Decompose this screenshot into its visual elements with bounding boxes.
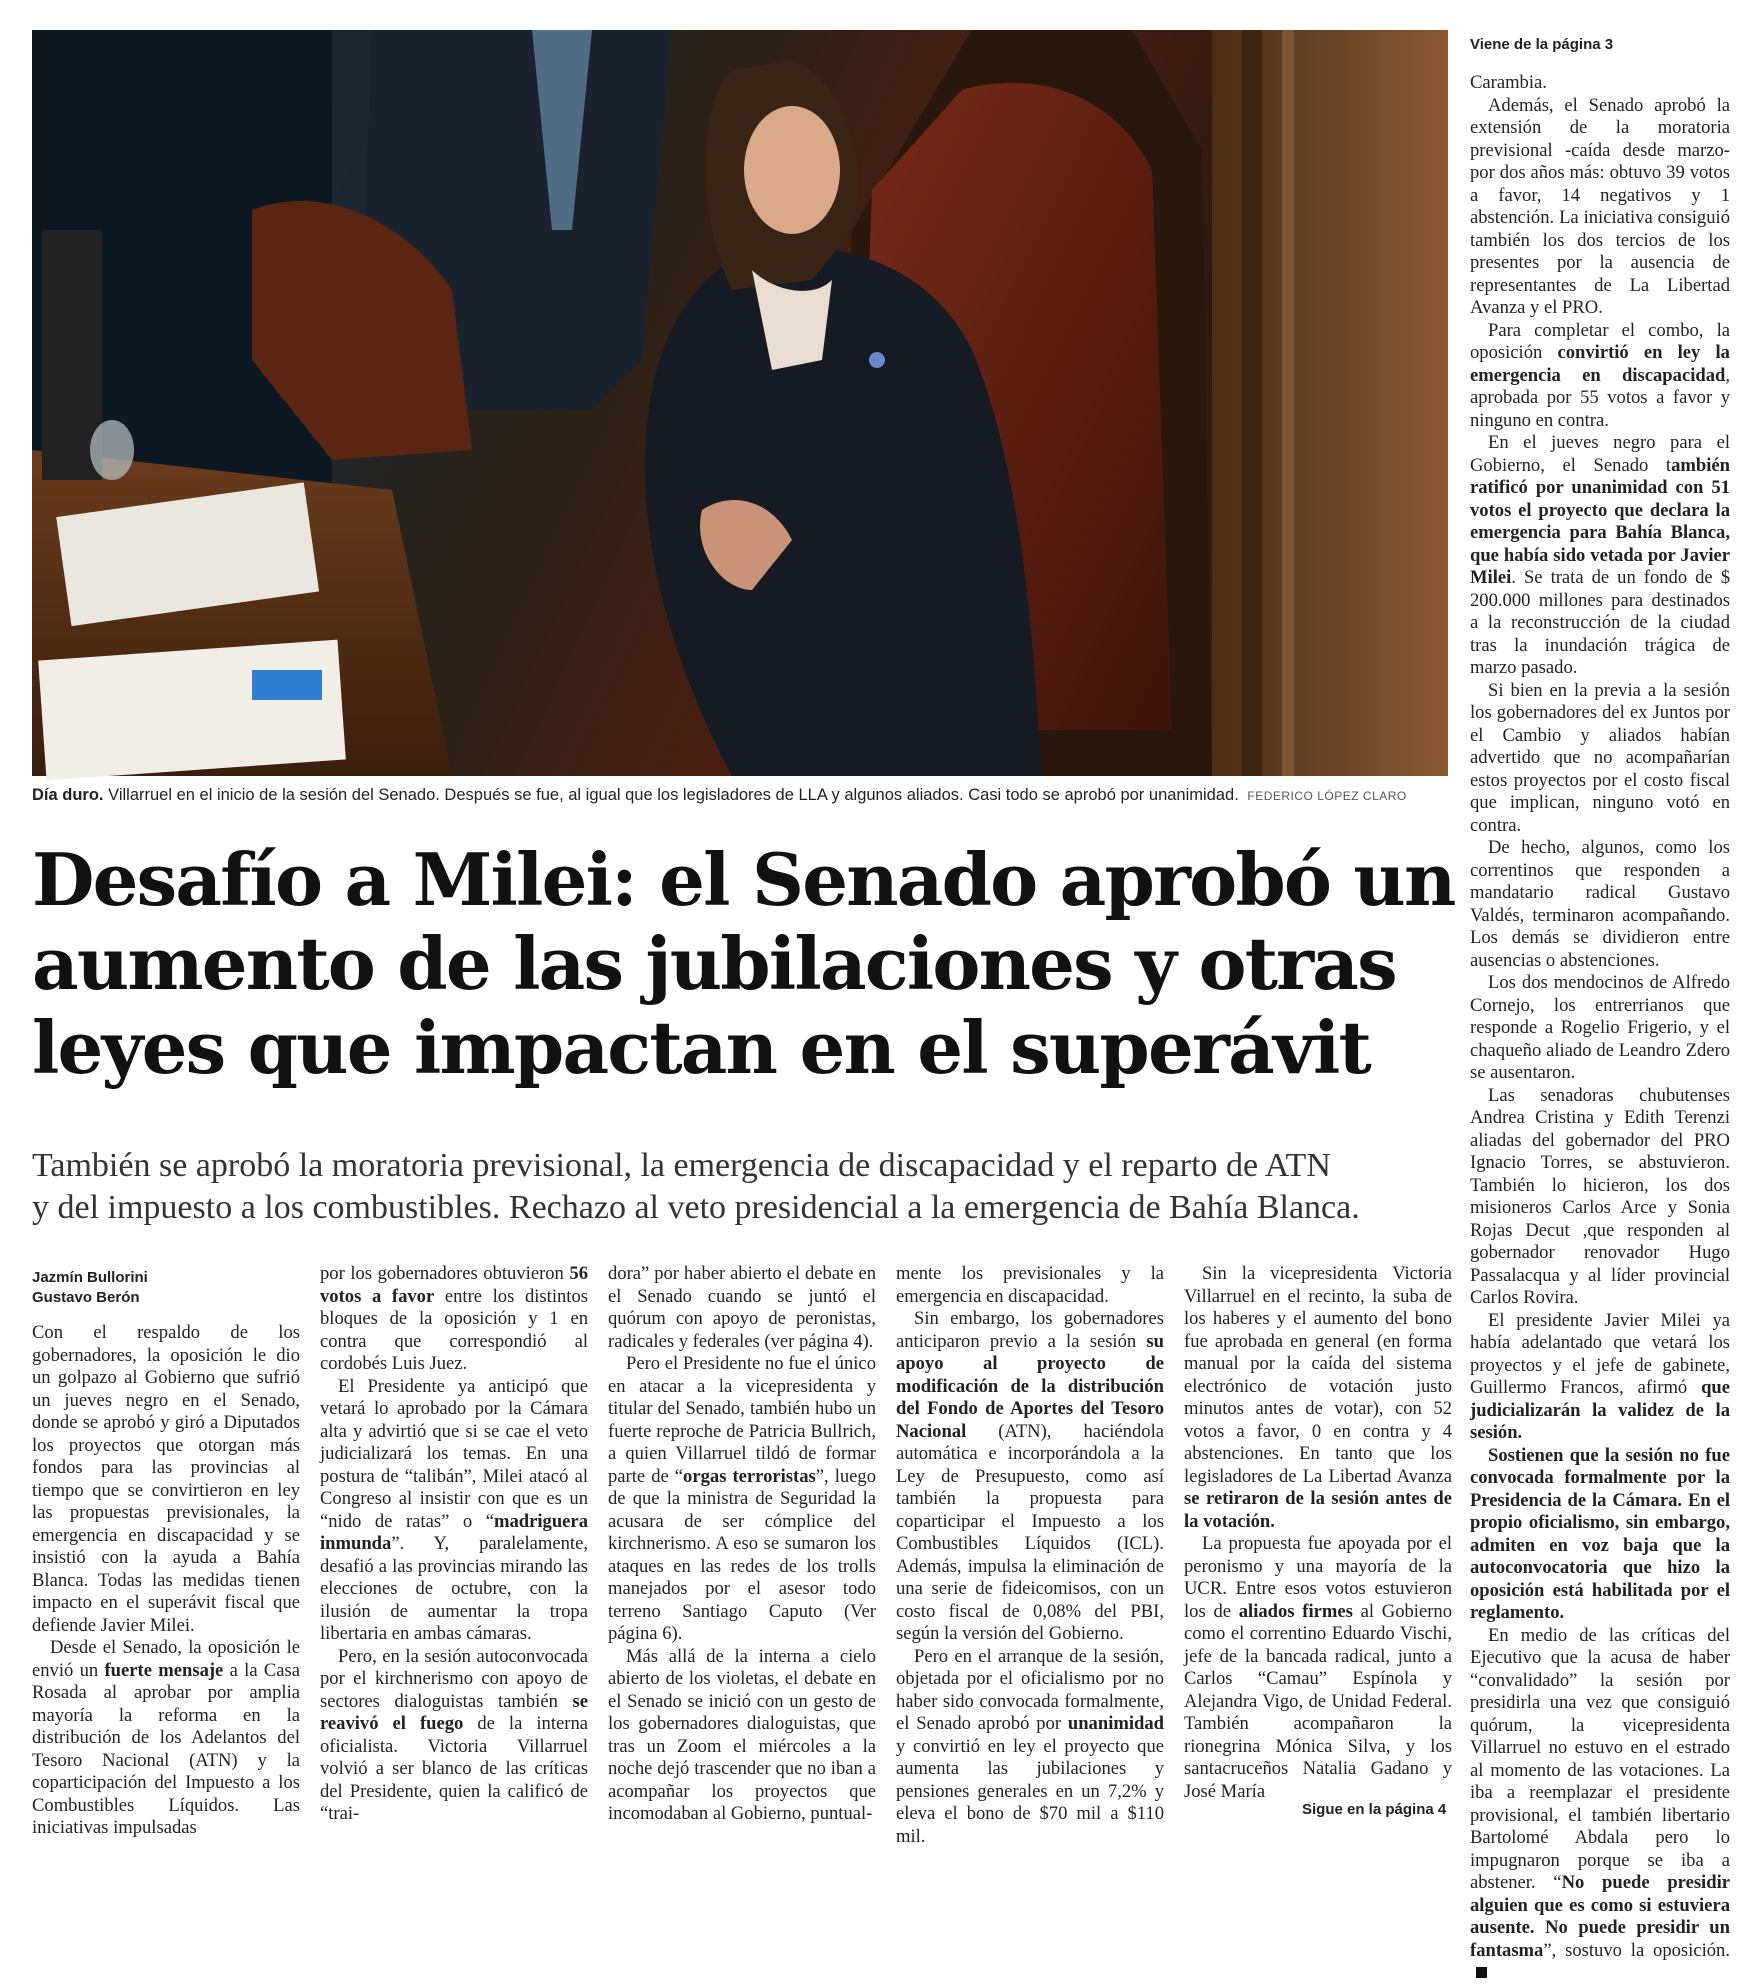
paragraph: Los dos mendocinos de Alfredo Cornejo, los entrerrianos que responde a Rogelio Frigerio, y el chaqueño aliado de Leandro Zdero se ausentaron. — [1470, 972, 1730, 1083]
article-column-3 — [608, 1263, 876, 1826]
byline-author-2: Gustavo Berón — [32, 1289, 140, 1306]
bylines — [32, 1268, 300, 1308]
paragraph: Si bien en la previa a la sesión los gobernadores del ex Juntos por el Cambio y aliados habían advertido que no acompañarían estos proyectos por el costo fiscal que implican, ninguno votó en contra. — [1470, 679, 1730, 836]
paragraph: En el jueves negro para el Gobierno, el Senado también ratificó por unanimidad con 51 votos el proyecto que declara la emergencia para Bahía Blanca, que había sido vetada por Javier Milei. Se trata de un fondo de $ 200.000 millones para destinados a la reconstrucción de la ciudad tras la inundación trágica de marzo pasado. — [1470, 432, 1730, 678]
paragraph: En medio de las críticas del Ejecutivo que la acusa de haber “convalidado” la sesión por presidirla una vez que consiguió quórum, la vicepresidenta Villarruel no estuvo en el estrado al momento de las votaciones. La iba a reemplazar el presidente provisional, el también libertario Bartolomé Abdala pero lo impugnaron porque se iba a abstener. “No puede presidir alguien que es como si estuviera ausente. No puede presidir un fantasma”, sostuvo la oposición. — [1470, 1625, 1730, 1985]
caption-text: Villarruel en el inicio de la sesión del Senado. Después se fue, al igual que los legisladores de LLA y algunos aliados. Casi todo se aprobó por unanimidad. — [108, 786, 1239, 804]
subheadline — [32, 1145, 1452, 1229]
headline-line-1: Desafío a Milei: el Senado aprobó un — [32, 837, 1455, 922]
continues-on: Sigue en la página 4 — [1302, 1801, 1447, 1818]
paragraph: El Presidente ya anticipó que vetará lo aprobado por la Cámara alta y advirtió que si se cae el veto judicializará los temas. En una postura de “talibán”, Milei atacó al Congreso al insistir con que es un “nido de ratas” o “madriguera inmunda”. Y, paralelamente, desafió a las provincias mirando las elecciones de octubre, con la ilusión de aumentar la tropa libertaria en ambas cámaras. — [320, 1375, 588, 1644]
woman-face — [744, 106, 840, 234]
paragraph: De hecho, algunos, como los correntinos que responden a mandatario radical Gustavo Valdés, terminaron acompañando. Los demás se dividieron entre ausencias o abstenciones. — [1470, 837, 1730, 971]
headline-line-2: aumento de las jubilaciones y otras — [32, 921, 1396, 1006]
paragraph: Pero en el arranque de la sesión, objetada por el oficialismo por no haber sido convocada formalmente, el Senado aprobó por unanimidad y convirtió en ley el proyecto que aumenta las jubilaciones y pensiones generales en un 7,2% y eleva el bono de $70 mil a $110 mil. — [896, 1645, 1164, 1847]
article-column-6 — [1470, 72, 1730, 1985]
article-column-1 — [32, 1268, 300, 1840]
paragraph: El presidente Javier Milei ya había adelantado que vetará los proyectos y el jefe de gabinete, Guillermo Francos, afirmó que judicializarán la validez de la sesión. — [1470, 1309, 1730, 1443]
paragraph: Sin la vicepresidenta Victoria Villarruel en el recinto, la suba de los haberes y el aumento del bono fue aprobada en general (en forma manual por la caída del sistema electrónico de votación justo minutos antes de votar), con 52 votos a favor, 0 en contra y 4 abstenciones. En tanto que los legisladores de La Libertad Avanza se retiraron de la sesión antes de la votación. — [1184, 1263, 1452, 1532]
senate-photo — [32, 30, 1448, 776]
paragraph: Carambia. — [1470, 72, 1547, 93]
paragraph: Sin embargo, los gobernadores anticiparon previo a la sesión su apoyo al proyecto de modificación de la distribución del Fondo de Aportes del Tesoro Nacional (ATN), haciéndola automática e incorporándola a la Ley de Presupuesto, como así también la propuesta para coparticipar el Impuesto a los Combustibles Líquidos (ICL). Además, impulsa la eliminación de una serie de fideicomisos, con un costo fiscal de 0,08% del PBI, según la versión del Gobierno. — [896, 1308, 1164, 1644]
paragraph: La propuesta fue apoyada por el peronismo y una mayoría de la UCR. Entre esos votos estuvieron los de aliados firmes al Gobierno como el correntino Eduardo Vischi, jefe de la bancada radical, junto a Carlos “Camau” Espínola y Alejandra Vigo, de Unidad Federal. También acompañaron la rionegrina Mónica Silva, y los santacruceños Natalia Gadano y José María — [1184, 1533, 1452, 1802]
article-column-5 — [1184, 1263, 1452, 1803]
headline — [32, 837, 1455, 1090]
photo-credit: FEDERICO LÓPEZ CLARO — [1247, 789, 1407, 803]
water-glass — [90, 420, 134, 480]
subheadline-line-2: y del impuesto a los combustibles. Rechazo al veto presidencial a la emergencia de Bahía Blanca. — [32, 1189, 1360, 1226]
byline-author-1: Jazmín Bullorini — [32, 1269, 148, 1286]
end-of-article-mark — [1476, 1967, 1487, 1978]
caption-lead: Día duro. — [32, 786, 104, 804]
article-column-2 — [320, 1263, 588, 1826]
paragraph: Sostienen que la sesión no fue convocada formalmente por la Presidencia de la Cámara. En el propio oficialismo, sin embargo, admiten en voz baja que la autoconvocatoria que hizo la oposición está habilitada por el reglamento. — [1470, 1444, 1730, 1623]
photo-caption — [32, 784, 1448, 807]
paragraph: Desde el Senado, la oposición le envió un fuerte mensaje a la Casa Rosada al aprobar por amplia mayoría la reforma en la distribución de los Adelantos del Tesoro Nacional (ATN) y la coparticipación del Impuesto a los Combustibles Líquidos. Las iniciativas impulsadas — [32, 1637, 301, 1838]
paragraph: por los gobernadores obtuvieron 56 votos a favor entre los distintos bloques de la oposición y 1 en contra que correspondió al cordobés Luis Juez. — [320, 1263, 588, 1374]
paragraph: Con el respaldo de los gobernadores, la oposición le dio un golpazo al Gobierno que sufrió un jueves negro en el Senado, donde se aprobó y giró a Diputados los proyectos que otorgan más fondos para las provincias al tiempo que se convirtieron en ley las propuestas previsionales, la emergencia en discapacidad y se insistió con la ayuda a Bahía Blanca. Todas las medidas tienen impacto en el superávit fiscal que defiende Javier Milei. — [32, 1322, 300, 1636]
paragraph: dora” por haber abierto el debate en el Senado cuando se juntó el quórum con apoyo de peronistas, radicales y federales (ver página 4). — [608, 1263, 876, 1352]
paragraph: Además, el Senado aprobó la extensión de la moratoria previsional -caída desde marzo- por dos años más: obtuvo 39 votos a favor, 14 negativos y 1 abstención. La iniciativa consiguió también los dos tercios de los presentes por la ausencia de representantes de La Libertad Avanza y el PRO. — [1470, 94, 1730, 318]
card — [252, 670, 322, 700]
paragraph: Pero, en la sesión autoconvocada por el kirchnerismo con apoyo de sectores dialoguistas también se reavivó el fuego de la interna oficialista. Victoria Villarruel volvió a ser blanco de las críticas del Presidente, quien la calificó de “trai- — [320, 1645, 588, 1824]
paragraph: Más allá de la interna a cielo abierto de los violetas, el debate en el Senado se inició con un gesto de los gobernadores dialoguistas, que tras un Zoom el miércoles a la noche dejó trascender que no iban a acompañar los proyectos que incomodaban al Gobierno, puntual- — [608, 1645, 876, 1824]
paragraph: mente los previsionales y la emergencia en discapacidad. — [896, 1263, 1164, 1307]
subheadline-line-1: También se aprobó la moratoria previsional, la emergencia de discapacidad y el reparto de ATN — [32, 1147, 1331, 1184]
photo-illustration — [32, 30, 1448, 776]
paragraph: Las senadoras chubutenses Andrea Cristina y Edith Terenzi aliadas del gobernador del PRO Ignacio Torres, se abstuvieron. También lo hicieron, los dos misioneros Carlos Arce y Sonia Rojas Decut ,que responden al gobernador renovador Hugo Passalacqua y al líder provincial Carlos Rovira. — [1470, 1084, 1730, 1308]
article-column-4 — [896, 1263, 1164, 1848]
headline-line-3: leyes que impactan en el superávit — [32, 1005, 1370, 1090]
continued-from: Viene de la página 3 — [1470, 36, 1614, 53]
paragraph: Pero el Presidente no fue el único en atacar a la vicepresidenta y titular del Senado, también hubo un fuerte reproche de Patricia Bullrich, a quien Villarruel tildó de formar parte de “orgas terroristas”, luego de que la ministra de Seguridad la acusara de ser cómplice del kirchnerismo. A eso se sumaron los ataques en las redes de los trolls manejados por el asesor todo terreno Santiago Caputo (Ver página 6). — [608, 1353, 877, 1644]
paragraph: Para completar el combo, la oposición convirtió en ley la emergencia en discapacidad, aprobada por 55 votos a favor y ninguno en contra. — [1470, 319, 1730, 431]
lapel-pin — [869, 352, 885, 368]
